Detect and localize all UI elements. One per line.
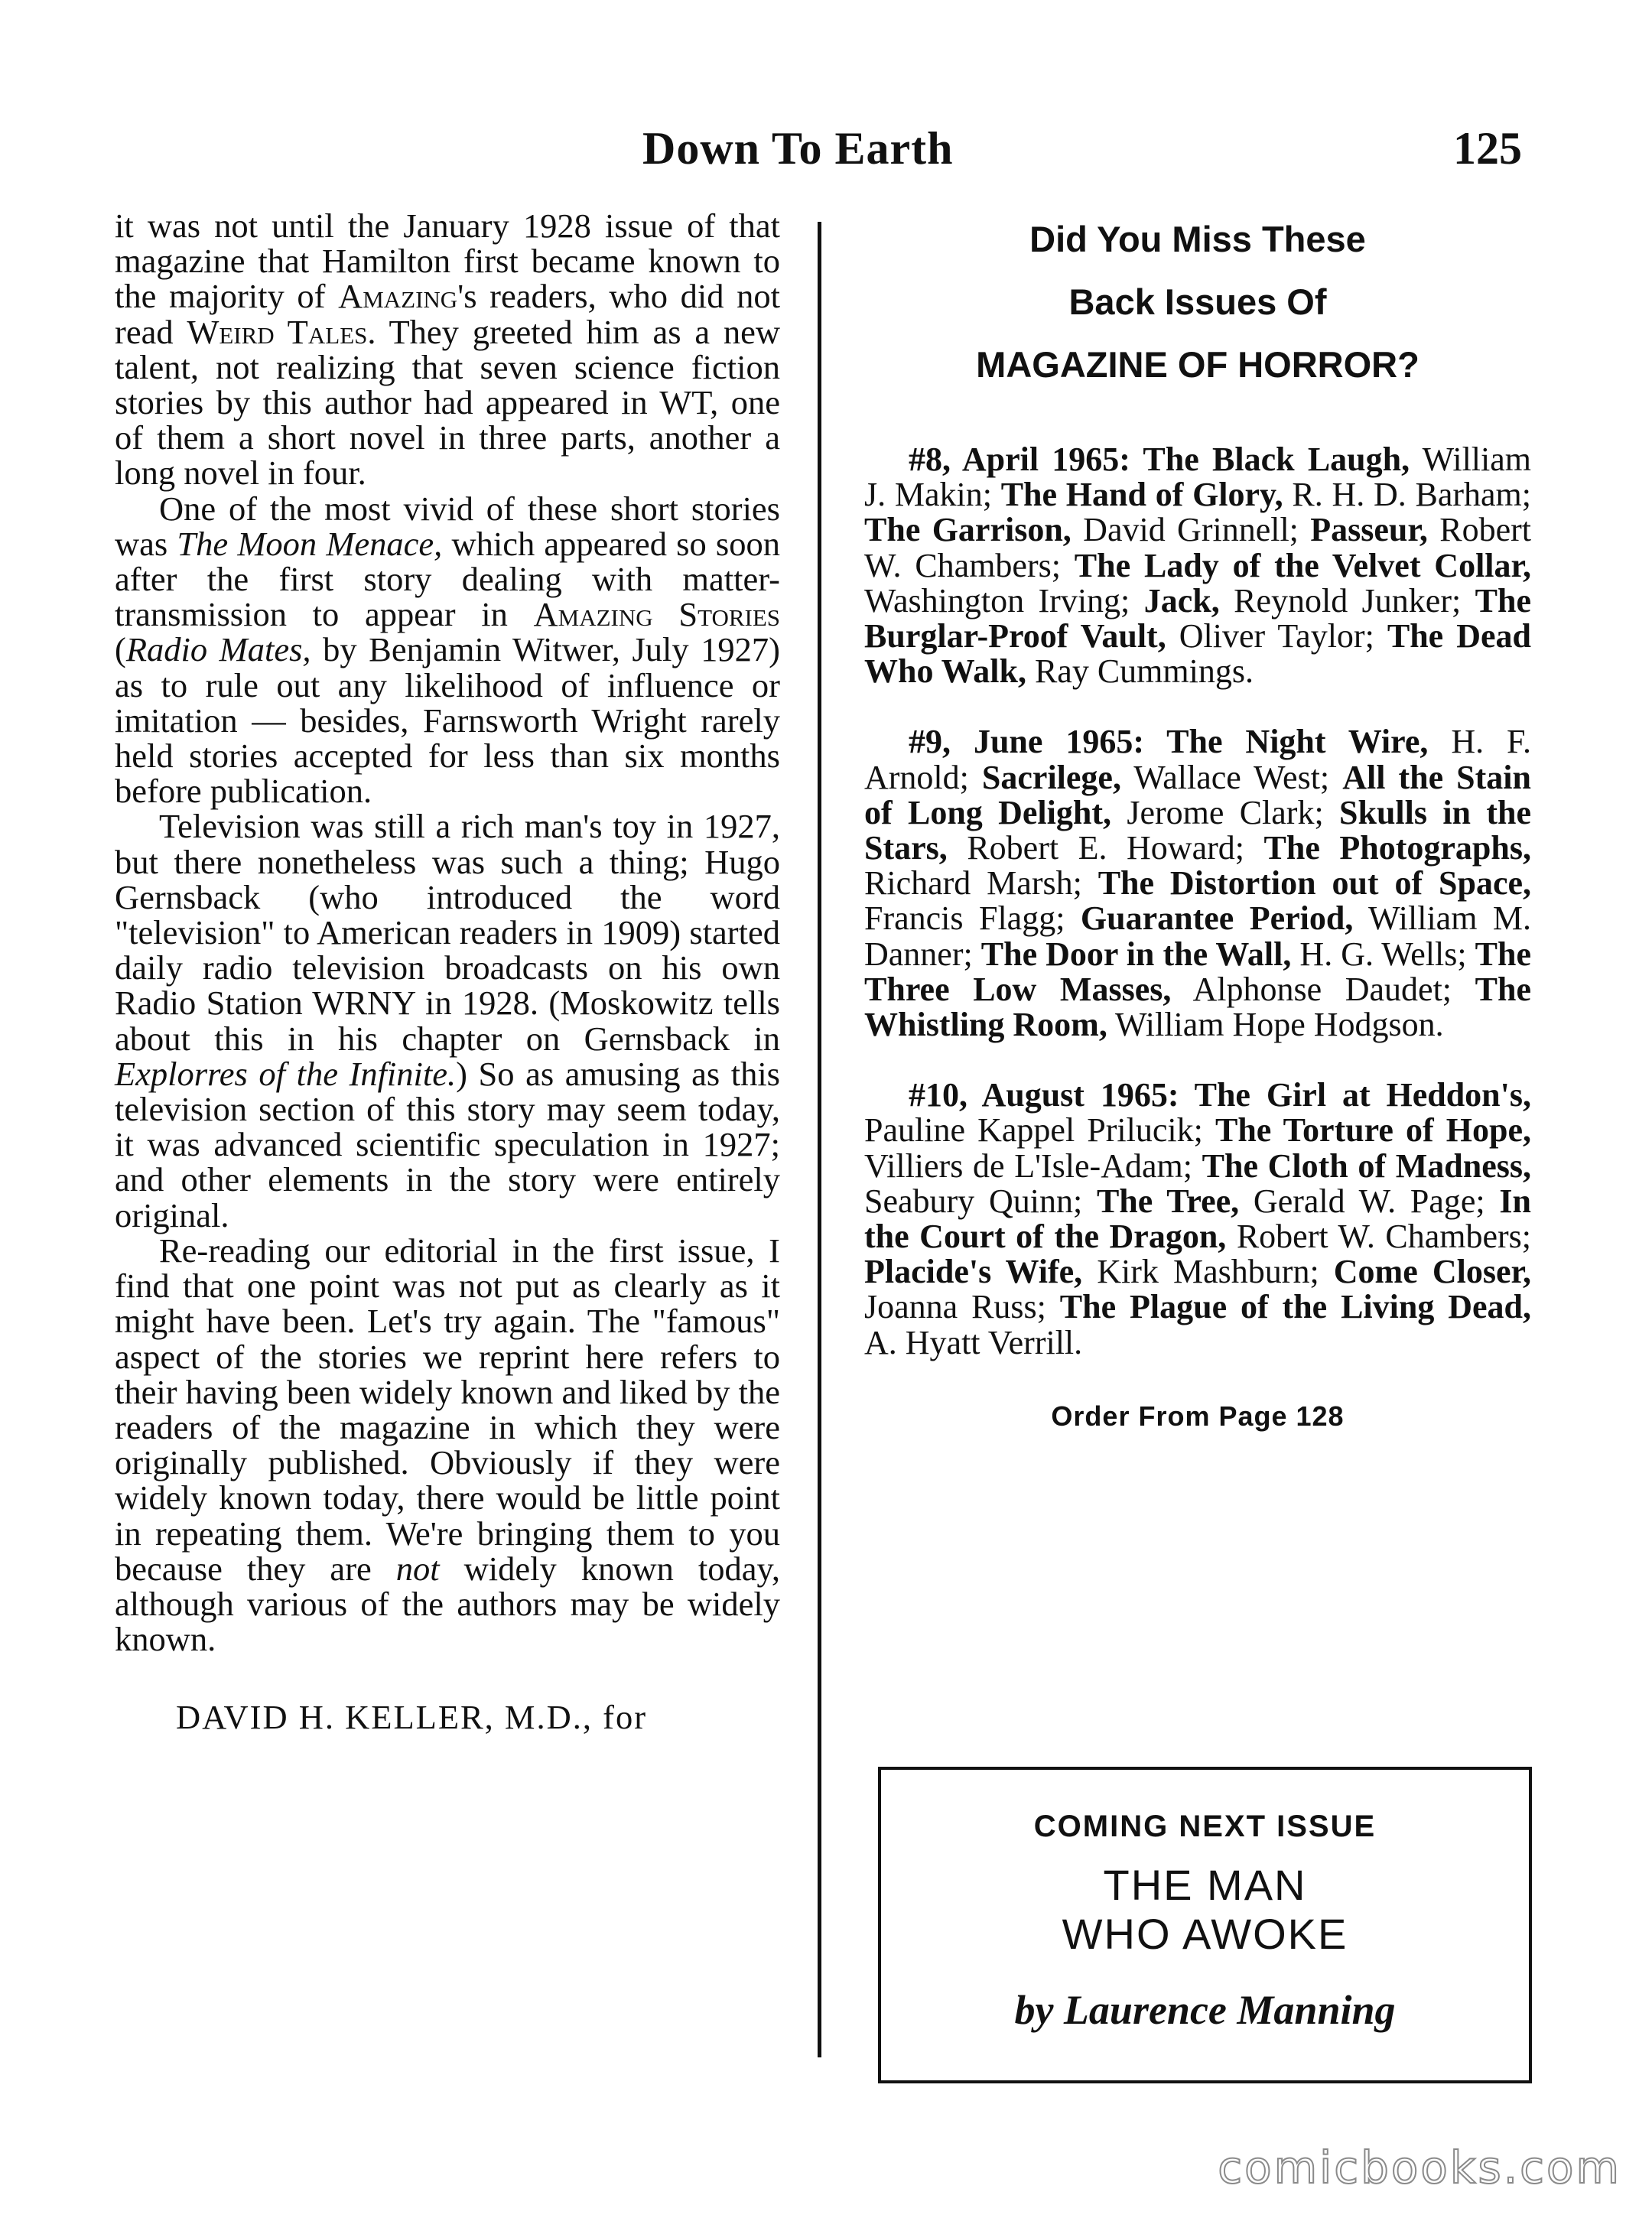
issue-listing-9 <box>864 724 1531 1042</box>
author: H. G. Wells; <box>1291 935 1475 973</box>
story-title: Come Closer, <box>1333 1253 1531 1291</box>
story-title: The Burglar-Proof Vault, <box>864 581 1531 655</box>
author: Reynold Junker; <box>1219 581 1475 620</box>
author: Robert W. Chambers; <box>864 511 1531 584</box>
story-title: Placide's Wife, <box>864 1253 1083 1291</box>
author: Villiers de L'Isle-Adam; <box>864 1146 1202 1185</box>
issue-heading: #9, June 1965: The Night Wire, <box>909 723 1429 761</box>
text-run: ) So as amusing as this television section of this story may seem today, it was advanced scientific speculation in 1927; and other elements in the story were entirely original. <box>115 1054 780 1234</box>
story-title: The Cloth of Madness, <box>1202 1146 1532 1185</box>
story-title: The Whistling Room, <box>864 970 1531 1044</box>
text-run: Television was still a rich man's toy in 1927, but there nonetheless was such a thing; Hugo Gernsback (who introduced the word "television" to American readers in 1909) started daily radio television broadcasts on his own Radio Station WRNY in 1928. (Moskowitz tells about this in his chapter on Gernsback in <box>115 807 780 1058</box>
coming-next-heading: COMING NEXT ISSUE <box>1033 1810 1377 1843</box>
author: Richard Marsh; <box>864 864 1098 902</box>
text-run: . They greeted him as a new talent, not realizing that seven science fiction stories by this author had appeared in WT, one of them a short novel in three parts, another a long novel in four. <box>115 312 780 493</box>
running-title: Down To Earth <box>642 123 954 174</box>
emphasis-not: not <box>395 1549 440 1588</box>
ad-title <box>864 208 1531 396</box>
coming-next-issue-box <box>878 1767 1532 2083</box>
editorial-signature: DAVID H. KELLER, M.D., for <box>176 1698 648 1737</box>
story-title: All the Stain of Long Delight, <box>864 758 1531 831</box>
text-run: Re-reading our editorial in the first issue, I find that one point was not put as clearly as it might have been. Let's try again. The "famous" aspect of the stories we reprint here refers to their having been widely known and liked by the readers of the magazine in which they were originally published. Obviously if they were widely known today, there would be little point in repeating them. We're bringing them to you because they are <box>115 1231 781 1588</box>
editorial-paragraph-2 <box>115 491 780 809</box>
ad-title-line: Back Issues Of <box>1068 281 1327 322</box>
author: A. Hyatt Verrill. <box>864 1323 1083 1361</box>
issue-listing-10 <box>864 1078 1531 1361</box>
next-story-title-line: WHO AWOKE <box>1062 1910 1348 1958</box>
story-title: The Tree, <box>1096 1182 1240 1220</box>
back-issues-ad <box>864 208 1531 1433</box>
page-header <box>0 122 1652 184</box>
editorial-paragraph-3 <box>115 808 780 1232</box>
story-title: In the Court of the Dragon, <box>864 1182 1531 1256</box>
text-run: widely known today, although various of the authors may be widely known. <box>115 1549 780 1659</box>
story-title: Skulls in the Stars, <box>864 793 1531 867</box>
text-run: ( <box>115 630 126 669</box>
author: H. F. Arnold; <box>864 723 1531 796</box>
editorial-column <box>115 208 780 1735</box>
issue-heading: #10, August 1965: The Girl at Heddon's, <box>909 1076 1531 1114</box>
story-title: Passeur, <box>1310 511 1428 549</box>
text-run: 's readers, who did not read <box>115 277 780 351</box>
column-divider <box>818 222 821 2057</box>
magazine-name-amazing: Amazing <box>338 277 458 316</box>
text-run: it was not until the January 1928 issue of that magazine that Hamilton first became known to the majority of <box>115 207 780 316</box>
story-title: The Dead Who Walk, <box>864 617 1531 691</box>
author: Washington Irving; <box>864 581 1144 620</box>
text-run: which appeared so soon after the first story dealing with matter-transmission to appear in <box>115 524 780 634</box>
story-title: Guarantee Period, <box>1080 899 1354 938</box>
author: R. H. D. Barham; <box>1283 476 1531 514</box>
story-title: The Three Low Masses, <box>864 935 1531 1008</box>
author: Gerald W. Page; <box>1239 1182 1500 1220</box>
book-title-explorers: Explorres of the Infinite. <box>115 1054 457 1093</box>
watermark-logo: comicbooks.com <box>1218 2142 1621 2194</box>
author: Francis Flagg; <box>864 899 1081 938</box>
text-run: One of the most vivid of these short stories was <box>115 489 780 563</box>
story-title: The Garrison, <box>864 511 1072 549</box>
story-title: The Hand of Glory, <box>1000 476 1283 514</box>
ad-title-line: MAGAZINE OF HORROR? <box>976 344 1419 385</box>
story-title: The Door in the Wall, <box>980 935 1292 973</box>
story-title: The Distortion out of Space, <box>1098 864 1531 902</box>
story-title: The Lady of the Velvet Collar, <box>1074 546 1532 584</box>
text-run: by Benjamin Witwer, July 1927) as to rule out any likelihood of influence or imitation — besides, Farnsworth Wright rarely held stories accepted for less than six months before publication. <box>115 630 780 811</box>
author: William J. Makin; <box>864 441 1531 514</box>
story-title: The Torture of Hope, <box>1215 1111 1531 1150</box>
next-story-title <box>881 1861 1529 1959</box>
story-title: The Plague of the Living Dead, <box>1059 1288 1532 1326</box>
story-title-moon-menace: The Moon Menace, <box>177 524 443 563</box>
order-note: Order From Page 128 <box>1051 1400 1345 1432</box>
author: Wallace West; <box>1120 758 1343 796</box>
author: Kirk Mashburn; <box>1082 1253 1334 1291</box>
next-story-title-line: THE MAN <box>1103 1861 1307 1909</box>
editorial-paragraph-4 <box>115 1233 780 1657</box>
author: Ray Cummings. <box>1026 652 1254 691</box>
issue-listing-8 <box>864 442 1531 689</box>
author: Jerome Clark; <box>1111 793 1340 831</box>
story-title-radio-mates: Radio Mates, <box>125 630 311 669</box>
author: William M. Danner; <box>864 899 1531 973</box>
author: Joanna Russ; <box>864 1288 1060 1326</box>
magazine-name-amazing-stories: Amazing Stories <box>533 595 781 634</box>
author: Robert E. Howard; <box>947 829 1264 867</box>
author: Alphonse Daudet; <box>1171 970 1475 1008</box>
next-story-byline: by Laurence Manning <box>1014 1987 1396 2033</box>
editorial-paragraph-1 <box>115 208 780 491</box>
author: Robert W. Chambers; <box>1226 1218 1531 1256</box>
ad-title-line: Did You Miss These <box>1029 219 1366 259</box>
page-number: 125 <box>1453 123 1522 174</box>
story-title: The Photographs, <box>1263 829 1531 867</box>
story-title: Jack, <box>1143 581 1220 620</box>
issue-heading: #8, April 1965: The Black Laugh, <box>909 441 1410 478</box>
author: David Grinnell; <box>1071 511 1311 549</box>
author: Oliver Taylor; <box>1166 617 1387 655</box>
story-title: Sacrilege, <box>981 758 1121 796</box>
magazine-name-weird-tales: Weird Tales <box>187 312 368 351</box>
author: Seabury Quinn; <box>864 1182 1097 1220</box>
author: Pauline Kappel Prilucik; <box>864 1111 1215 1150</box>
author: William Hope Hodgson. <box>1107 1006 1444 1044</box>
